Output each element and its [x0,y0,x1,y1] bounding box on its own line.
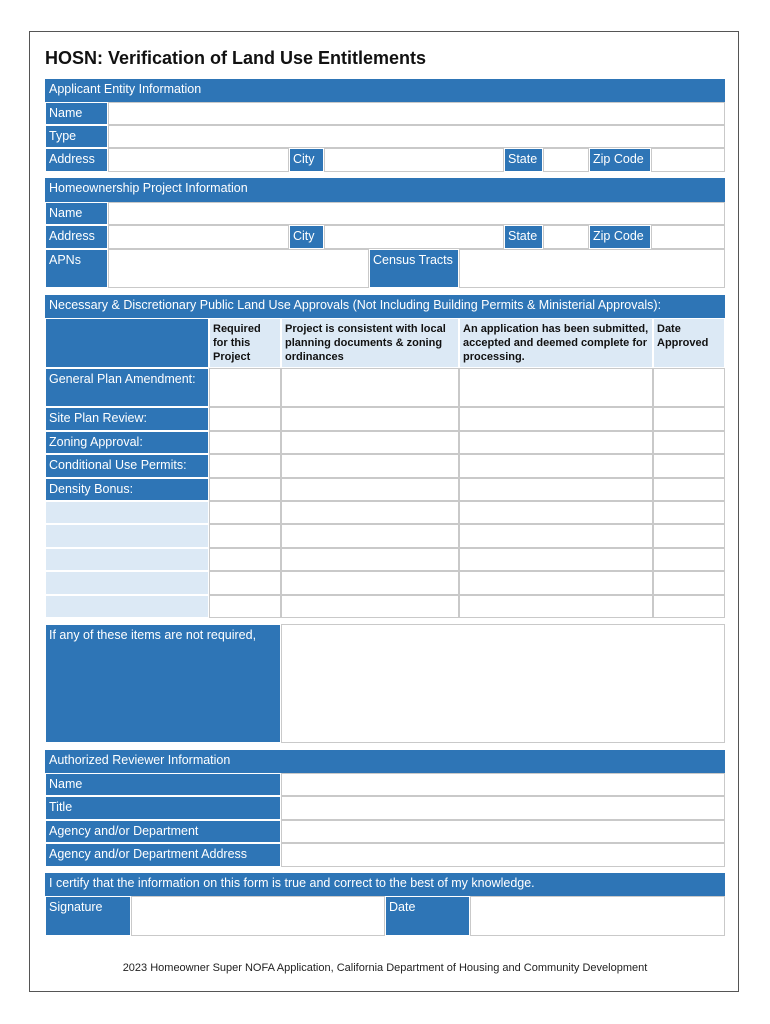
blank-row-label[interactable] [45,501,209,524]
blank-cell[interactable] [209,524,281,548]
cell-conditional-use-consistent[interactable] [281,454,459,478]
blank-row-label[interactable] [45,548,209,571]
blank-cell[interactable] [281,571,459,595]
signature-label: Signature [45,896,131,936]
cell-site-plan-required[interactable] [209,407,281,431]
project-zip-field[interactable] [651,225,725,249]
blank-cell[interactable] [459,501,653,524]
certify-section-header: I certify that the information on this form is true and correct to the best of my knowledge. [45,873,725,896]
project-state-label: State [504,225,543,249]
blank-cell[interactable] [281,595,459,618]
blank-cell[interactable] [653,501,725,524]
project-zip-label: Zip Code [589,225,651,249]
cell-density-bonus-consistent[interactable] [281,478,459,501]
blank-cell[interactable] [459,548,653,571]
project-state-field[interactable] [543,225,589,249]
reviewer-agency-label: Agency and/or Department [45,820,281,843]
blank-cell[interactable] [209,571,281,595]
applicant-name-field[interactable] [108,102,725,125]
project-address-field[interactable] [108,225,289,249]
applicant-state-field[interactable] [543,148,589,172]
blank-row-label[interactable] [45,571,209,595]
project-city-label: City [289,225,324,249]
date-field[interactable] [470,896,725,936]
applicant-name-label: Name [45,102,108,125]
cell-general-plan-submitted[interactable] [459,368,653,407]
blank-cell[interactable] [209,548,281,571]
project-section-header: Homeownership Project Information [45,178,725,202]
applicant-section-header: Applicant Entity Information [45,79,725,102]
project-census-field[interactable] [459,249,725,288]
cell-density-bonus-required[interactable] [209,478,281,501]
blank-cell[interactable] [653,548,725,571]
page-footer: 2023 Homeowner Super NOFA Application, California Department of Housing and Community Development [122,962,648,974]
row-label-general-plan: General Plan Amendment: [45,368,209,407]
reviewer-agency-address-field[interactable] [281,843,725,867]
cell-zoning-required[interactable] [209,431,281,454]
blank-cell[interactable] [459,571,653,595]
blank-cell[interactable] [209,501,281,524]
blank-cell[interactable] [459,595,653,618]
reviewer-agency-field[interactable] [281,820,725,843]
col-date-approved: Date Approved [653,318,725,368]
reviewer-name-label: Name [45,773,281,796]
project-apns-field[interactable] [108,249,369,288]
col-submitted: An application has been submitted, accepted and deemed complete for processing. [459,318,653,368]
approvals-section-header: Necessary & Discretionary Public Land Use Approvals (Not Including Building Permits & Ministerial Approvals): [45,295,725,318]
blank-row-label[interactable] [45,595,209,618]
signature-field[interactable] [131,896,385,936]
blank-cell[interactable] [209,595,281,618]
not-required-label: If any of these items are not required, [45,624,281,743]
blank-cell[interactable] [653,571,725,595]
cell-general-plan-consistent[interactable] [281,368,459,407]
page-title: HOSN: Verification of Land Use Entitlements [45,48,427,68]
project-city-field[interactable] [324,225,504,249]
row-label-zoning: Zoning Approval: [45,431,209,454]
applicant-zip-field[interactable] [651,148,725,172]
cell-site-plan-submitted[interactable] [459,407,653,431]
cell-conditional-use-submitted[interactable] [459,454,653,478]
blank-cell[interactable] [459,524,653,548]
project-census-label: Census Tracts [369,249,459,288]
cell-general-plan-date[interactable] [653,368,725,407]
reviewer-agency-address-label: Agency and/or Department Address [45,843,281,867]
row-label-conditional-use: Conditional Use Permits: [45,454,209,478]
date-label: Date [385,896,470,936]
col-consistent: Project is consistent with local planning documents & zoning ordinances [281,318,459,368]
blank-row-label[interactable] [45,524,209,548]
applicant-city-field[interactable] [324,148,504,172]
project-name-label: Name [45,202,108,225]
cell-zoning-consistent[interactable] [281,431,459,454]
applicant-city-label: City [289,148,324,172]
cell-density-bonus-date[interactable] [653,478,725,501]
col-required: Required for this Project [209,318,281,368]
project-address-label: Address [45,225,108,249]
applicant-address-field[interactable] [108,148,289,172]
reviewer-section-header: Authorized Reviewer Information [45,750,725,773]
blank-cell[interactable] [653,524,725,548]
applicant-type-label: Type [45,125,108,148]
row-label-site-plan: Site Plan Review: [45,407,209,431]
cell-conditional-use-date[interactable] [653,454,725,478]
approvals-corner-cell [45,318,209,368]
reviewer-title-label: Title [45,796,281,820]
blank-cell[interactable] [281,501,459,524]
project-name-field[interactable] [108,202,725,225]
cell-zoning-date[interactable] [653,431,725,454]
blank-cell[interactable] [281,548,459,571]
blank-cell[interactable] [281,524,459,548]
reviewer-title-field[interactable] [281,796,725,820]
applicant-state-label: State [504,148,543,172]
cell-zoning-submitted[interactable] [459,431,653,454]
cell-site-plan-consistent[interactable] [281,407,459,431]
cell-conditional-use-required[interactable] [209,454,281,478]
not-required-explanation-field[interactable] [281,624,725,743]
applicant-zip-label: Zip Code [589,148,651,172]
cell-general-plan-required[interactable] [209,368,281,407]
row-label-density-bonus: Density Bonus: [45,478,209,501]
applicant-address-label: Address [45,148,108,172]
project-apns-label: APNs [45,249,108,288]
cell-site-plan-date[interactable] [653,407,725,431]
reviewer-name-field[interactable] [281,773,725,796]
blank-cell[interactable] [653,595,725,618]
cell-density-bonus-submitted[interactable] [459,478,653,501]
applicant-type-field[interactable] [108,125,725,148]
